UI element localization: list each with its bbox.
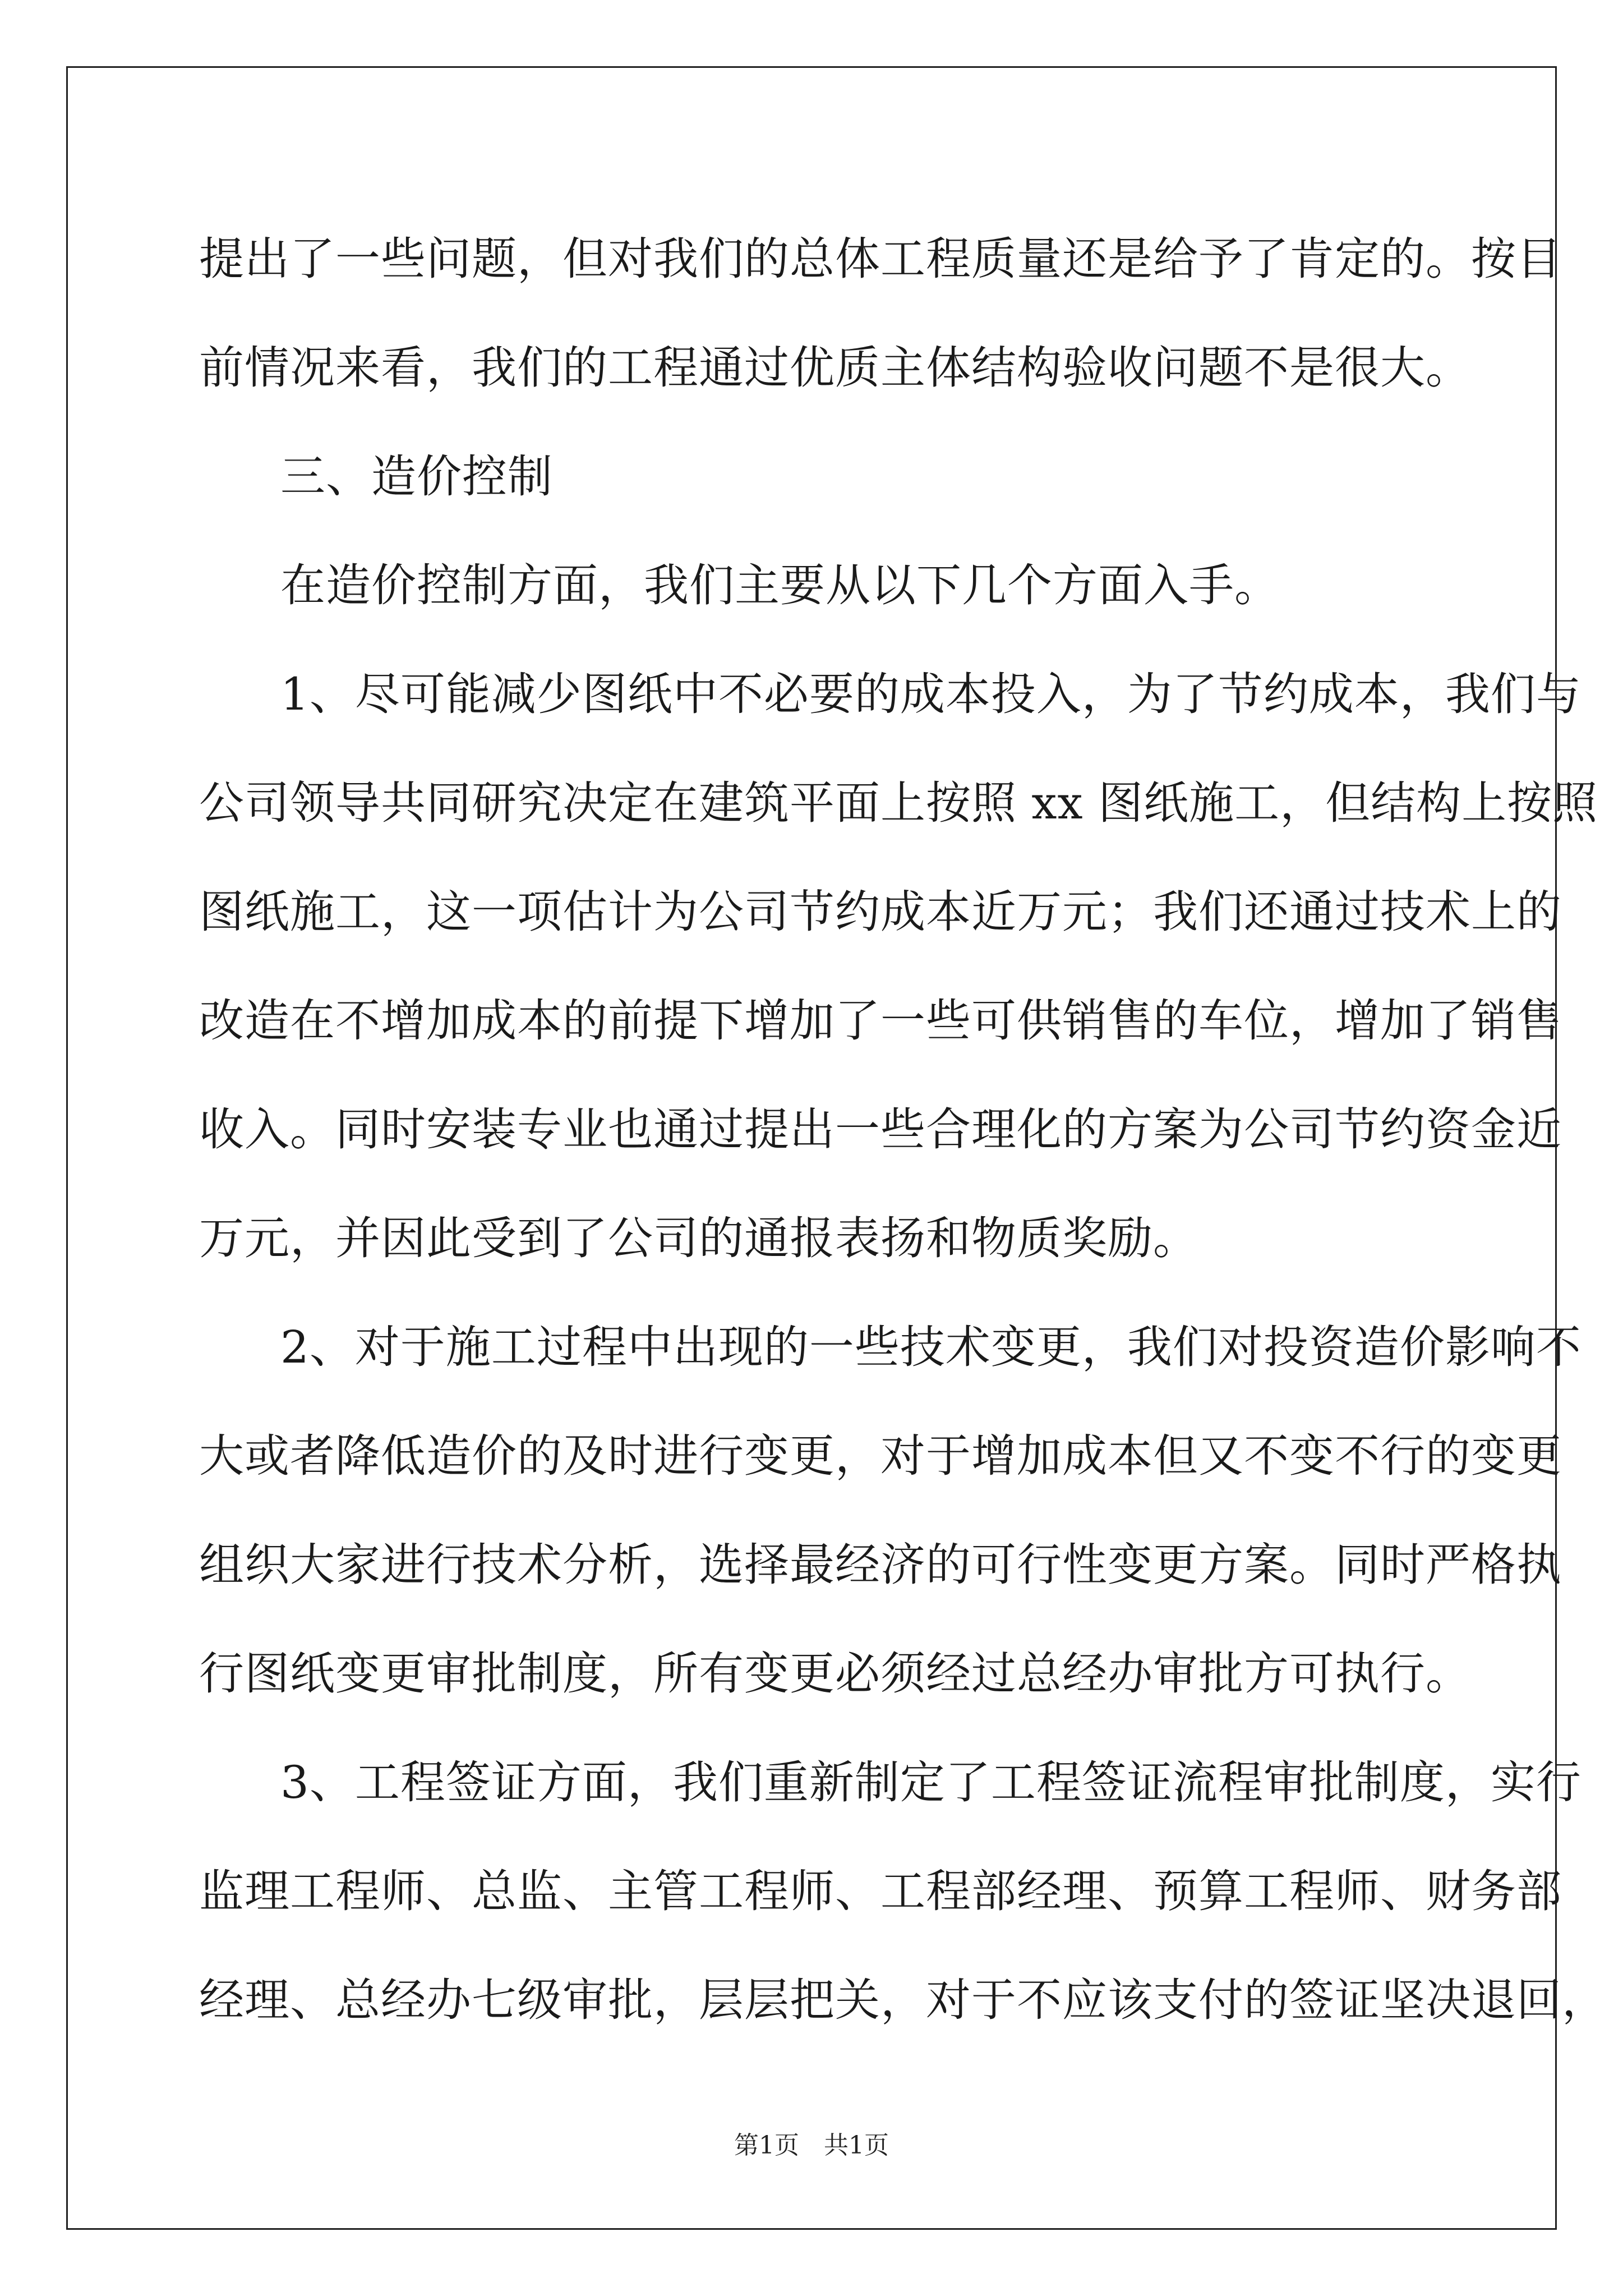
- text-line: 2、对于施工过程中出现的一些技术变更，我们对投资造价影响不: [280, 1321, 1581, 1373]
- text-line: 监理工程师、总监、主管工程师、工程部经理、预算工程师、财务部: [199, 1865, 1562, 1917]
- document-body: [199, 205, 1607, 2055]
- text-line: 收入。同时安装专业也通过提出一些合理化的方案为公司节约资金近: [199, 1103, 1562, 1156]
- text-line: 提出了一些问题，但对我们的总体工程质量还是给予了肯定的。按目: [199, 233, 1562, 285]
- text-line: 3、工程签证方面，我们重新制定了工程签证流程审批制度，实行: [280, 1756, 1581, 1809]
- text-line: 经理、总经办七级审批，层层把关，对于不应该支付的签证坚决退回，: [199, 1974, 1607, 2026]
- text-line: 公司领导共同研究决定在建筑平面上按照 xx 图纸施工，但结构上按照: [199, 777, 1598, 829]
- text-line: 行图纸变更审批制度，所有变更必须经过总经办审批方可执行。: [199, 1648, 1471, 1700]
- text-line: 图纸施工，这一项估计为公司节约成本近万元；我们还通过技术上的: [199, 886, 1562, 938]
- text-line: 三、造价控制: [280, 450, 553, 503]
- text-line: 大或者降低造价的及时进行变更，对于增加成本但又不变不行的变更: [199, 1430, 1562, 1482]
- text-line: 1、尽可能减少图纸中不必要的成本投入，为了节约成本，我们与: [280, 668, 1581, 720]
- text-line: 前情况来看，我们的工程通过优质主体结构验收问题不是很大。: [199, 342, 1471, 394]
- text-line: 在造价控制方面，我们主要从以下几个方面入手。: [280, 559, 1280, 611]
- page-number-total: 共1页: [824, 2131, 889, 2160]
- text-line: 改造在不增加成本的前提下增加了一些可供销售的车位，增加了销售: [199, 995, 1562, 1047]
- text-line: 万元，并因此受到了公司的通报表扬和物质奖励。: [199, 1212, 1198, 1264]
- page-footer: [0, 2129, 1623, 2162]
- text-line: 组织大家进行技术分析，选择最经济的可行性变更方案。同时严格执: [199, 1539, 1562, 1591]
- page-number-current: 第1页: [734, 2131, 799, 2160]
